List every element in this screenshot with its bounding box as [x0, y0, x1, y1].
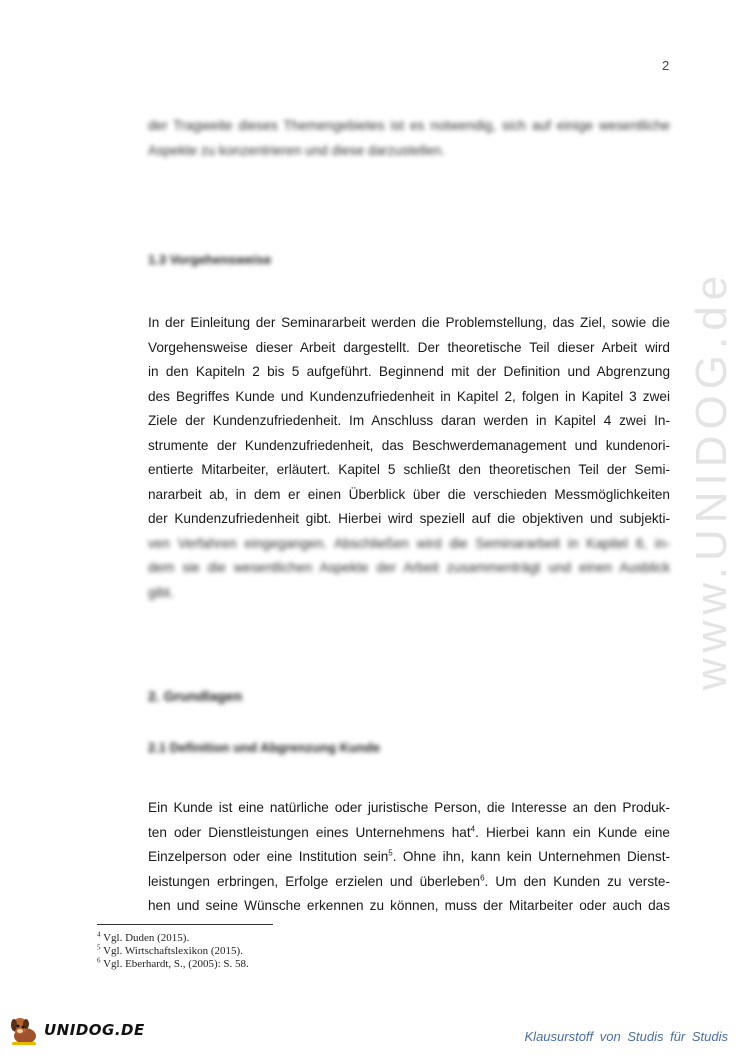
footnote-number: 4: [97, 930, 101, 939]
text-line: gibt.: [148, 584, 174, 600]
text-line: Ziele der Kundenzufriedenheit. Im Anschluss daran werden in Kapitel 4 zwei In-: [148, 413, 670, 428]
footnote-text: Vgl. Eberhardt, S., (2005): S. 58.: [103, 958, 249, 970]
footnote: [97, 945, 397, 957]
section-heading-2-1: 2.1 Definition und Abgrenzung Kunde: [148, 740, 381, 755]
text-line: In der Einleitung der Seminararbeit werden die Problemstellung, das Ziel, sowie die: [148, 315, 670, 330]
footnote-ref[interactable]: 5: [388, 848, 393, 858]
text-span: Einzelperson oder eine Institution sein: [148, 849, 389, 864]
tagline: Klausurstoff von Studis für Studis: [524, 1029, 728, 1044]
text-span: leistungen erbringen, Erfolge erzielen und überleben: [148, 873, 481, 889]
footnote-number: 6: [97, 956, 101, 965]
footnote: [97, 958, 397, 970]
text-line: [148, 821, 670, 846]
footnote-text: Vgl. Wirtschaftslexikon (2015).: [103, 945, 243, 957]
text-span: . Ohne ihn, kann kein Unternehmen Dienst-: [392, 849, 670, 864]
text-line: [148, 845, 670, 870]
intro-paragraph: [148, 311, 670, 605]
logo-text: UNIDOG.DE: [44, 1021, 145, 1039]
unidog-logo[interactable]: [6, 1012, 145, 1048]
text-line: entierte Mitarbeiter, erläutert. Kapitel 5 schließt den theoretischen Teil der Semi-: [148, 462, 670, 477]
text-line: hen und seine Wünsche erkennen zu können, muss der Mitarbeiter oder auch das: [148, 898, 670, 913]
text-line: nararbeit ab, in dem er einen Überblick über die verschieden Messmöglichkeiten: [148, 486, 670, 502]
section-heading-2: 2. Grundlagen: [148, 688, 243, 704]
blurred-text: [148, 532, 670, 606]
text-line: dem sie die wesentlichen Aspekte der Arbeit zusammenträgt und einen Ausblick: [148, 560, 670, 575]
text-line: Aspekte zu konzentrieren und diese darzustellen.: [148, 142, 445, 158]
footnote-number: 5: [97, 943, 101, 952]
text-span: . Um den Kunden zu verste-: [484, 873, 670, 889]
text-line: in den Kapiteln 2 bis 5 aufgeführt. Beginnend mit der Definition und Abgrenzung: [148, 364, 670, 379]
text-line: ven Verfahren eingegangen. Abschließen wird die Seminararbeit in Kapitel 6, in-: [148, 535, 670, 551]
watermark: www.UNIDOG.de: [687, 269, 736, 691]
text-line: Vorgehensweise dieser Arbeit dargestellt. Der theoretische Teil dieser Arbeit wird: [148, 339, 670, 355]
footnote: [97, 932, 397, 944]
footnote-text: Vgl. Duden (2015).: [103, 932, 190, 944]
text-line: der Kundenzufriedenheit gibt. Hierbei wird speziell auf die objektiven und subjekti-: [148, 511, 670, 526]
text-line: der Tragweite dieses Themengebietes ist es notwendig, sich auf einige wesentliche: [148, 118, 670, 133]
text-line: strumente der Kundenzufriedenheit, das Beschwerdemanagement und kundenori-: [148, 437, 670, 453]
text-line: des Begriffes Kunde und Kundenzufriedenheit in Kapitel 2, folgen in Kapitel 3 zwei: [148, 388, 670, 404]
footnote-ref[interactable]: 4: [470, 823, 476, 833]
footnote-ref[interactable]: 6: [480, 872, 485, 882]
kunde-paragraph: [148, 796, 670, 919]
text-span: . Hierbei kann ein Kunde eine: [475, 824, 670, 840]
text-line: Ein Kunde ist eine natürliche oder juristische Person, die Interesse an den Produk-: [148, 800, 670, 815]
footnote-separator: [97, 924, 273, 925]
section-heading-1-3: 1.3 Vorgehensweise: [148, 252, 272, 267]
dog-icon: [6, 1012, 42, 1048]
text-span: ten oder Dienstleistungen eines Unternehmens hat: [148, 824, 471, 840]
page-number: 2: [662, 58, 670, 73]
text-line: [148, 870, 670, 895]
blurred-intro-paragraph: [148, 114, 670, 163]
